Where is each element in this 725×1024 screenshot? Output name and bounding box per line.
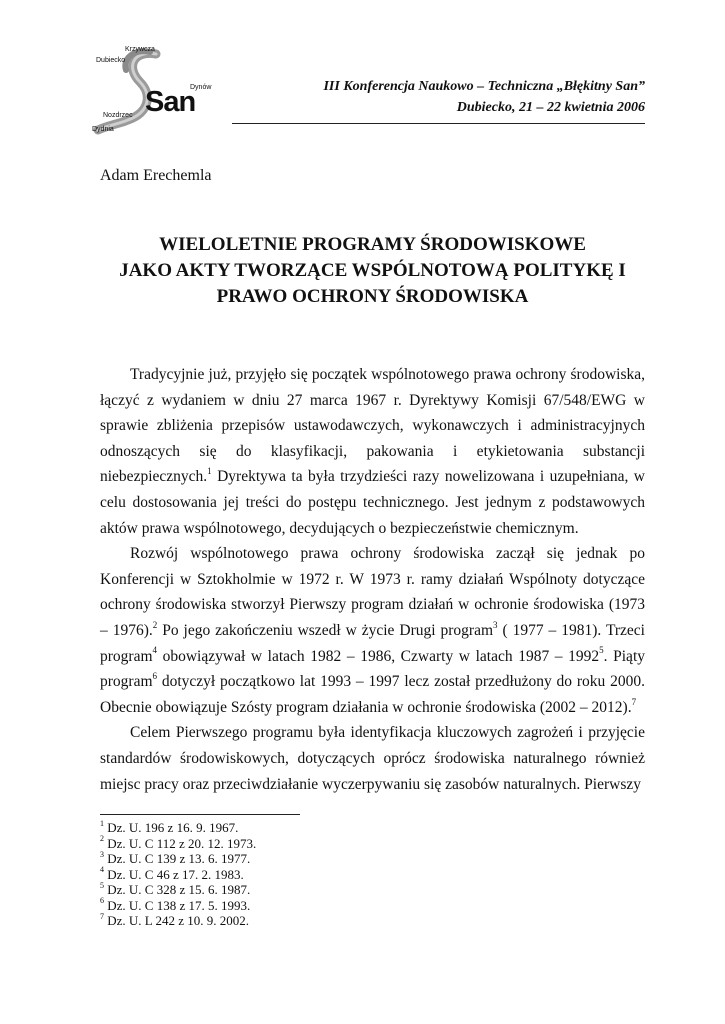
- paragraph-text: . Piąty program: [100, 647, 645, 691]
- footnote-divider: [100, 814, 300, 815]
- logo-town-dydnia: Dydnia: [92, 126, 114, 133]
- footnote-text: Dz. U. C 138 z 17. 5. 1993.: [104, 897, 251, 913]
- footnote-number: 4: [100, 865, 104, 875]
- paragraph-3: [100, 720, 645, 797]
- footnotes: [100, 820, 256, 929]
- body-text: [100, 362, 645, 797]
- footnote: [100, 913, 256, 929]
- footnote-number: 1: [100, 818, 104, 828]
- paragraph-text: Rozwój wspólnotowego prawa ochrony środowiska zaczął się jednak po Konferencji w Sztokholmie w 1972 r. W 1973 r. ramy działań Wspólnoty dotyczące ochrony środowiska stworzył Pierwszy program działań w ochronie środowiska (1973 – 1976).: [100, 545, 645, 639]
- paragraph-text: Celem Pierwszego programu była identyfikacja kluczowych zagrożeń i przyjęcie standardów środowiskowych, dotyczących oprócz środowiska naturalnego również miejsc pracy oraz przeciwdziałanie wyczerpywaniu się zasobów naturalnych. Pierwszy: [100, 724, 645, 793]
- footnote-ref: 2: [152, 619, 158, 630]
- paragraph-text: Dyrektywa ta była trzydzieści razy nowelizowana i uzupełniana, w celu dostosowania jej treści do postępu technicznego. Jest jednym z podstawowych aktów prawa wspólnotowego, decydujących o bezpieczeństwie chemicznym.: [100, 468, 645, 537]
- paper-title: [80, 232, 665, 310]
- paragraph-text: obowiązywał w latach 1982 – 1986, Czwarty w latach 1987 – 1992: [157, 647, 600, 665]
- conference-name: III Konferencja Naukowo – Techniczna „Błękitny San”: [323, 79, 645, 94]
- footnote-ref: 3: [493, 619, 498, 630]
- title-line-2: JAKO AKTY TWORZĄCE WSPÓLNOTOWĄ POLITYKĘ I: [119, 260, 626, 281]
- footnote-text: Dz. U. C 46 z 17. 2. 1983.: [104, 866, 244, 882]
- paragraph-text: dotyczył początkowo lat 1993 – 1997 lecz został przedłużony do roku 2000. Obecnie obowiązuje Szósty program działania w ochronie środowiska (2002 – 2012).: [100, 673, 645, 716]
- logo-town-krzywcza: Krzywcza: [125, 46, 155, 53]
- conference-place-date: Dubiecko, 21 – 22 kwietnia 2006: [456, 100, 645, 115]
- conference-logo: [92, 46, 218, 136]
- footnote-text: Dz. U. 196 z 16. 9. 1967.: [104, 820, 239, 835]
- footnote-number: 6: [100, 896, 104, 906]
- footnote-number: 3: [100, 849, 104, 859]
- paragraph-text: Po jego zakończeniu wszedł w życie Drugi program: [157, 621, 494, 639]
- logo-wordmark: San: [145, 86, 196, 118]
- footnote-text: Dz. U. C 328 z 15. 6. 1987.: [104, 882, 251, 897]
- footnote: [100, 820, 256, 836]
- footnote: [100, 867, 256, 883]
- footnote-text: Dz. U. C 112 z 20. 12. 1973.: [104, 835, 257, 851]
- footnote: [100, 851, 256, 867]
- paragraph-1: [100, 362, 645, 541]
- footnote-ref: 4: [152, 645, 158, 656]
- logo-town-nozdrzec: Nozdrzec: [103, 112, 133, 119]
- footnote-ref: 1: [207, 466, 212, 477]
- header-divider: [232, 123, 645, 124]
- paragraph-text: ( 1977 – 1981). Trzeci program: [100, 621, 645, 665]
- footnote-ref: 6: [152, 670, 158, 681]
- title-line-1: WIELOLETNIE PROGRAMY ŚRODOWISKOWE: [159, 234, 586, 255]
- footnote: [100, 882, 256, 898]
- footnote-number: 2: [100, 834, 104, 844]
- footnote: [100, 898, 256, 914]
- footnote-text: Dz. U. L 242 z 10. 9. 2002.: [104, 913, 250, 928]
- footnote-ref: 7: [631, 696, 637, 707]
- footnote-number: 5: [100, 880, 104, 890]
- footnote: [100, 836, 256, 852]
- title-line-3: PRAWO OCHRONY ŚRODOWISKA: [216, 286, 529, 307]
- paragraph-2: [100, 541, 645, 720]
- footnote-text: Dz. U. C 139 z 13. 6. 1977.: [104, 851, 251, 866]
- logo-town-dubiecko: Dubiecko: [96, 57, 126, 64]
- author-name: Adam Erechemla: [100, 167, 212, 184]
- paragraph-text: Tradycyjnie już, przyjęło się początek wspólnotowego prawa ochrony środowiska, łączyć z wydaniem w dniu 27 marca 1967 r. Dyrektywy Komisji 67/548/EWG w sprawie zbliżenia przepisów ustawodawczych, wykonawczych i administracyjnych odnoszących się do klasyfikacji, pakowania i etykietowania substancji niebezpiecznych.: [100, 366, 645, 486]
- footnote-ref: 5: [599, 645, 604, 656]
- footnote-number: 7: [100, 911, 104, 921]
- logo-town-dynow: Dynów: [190, 84, 212, 91]
